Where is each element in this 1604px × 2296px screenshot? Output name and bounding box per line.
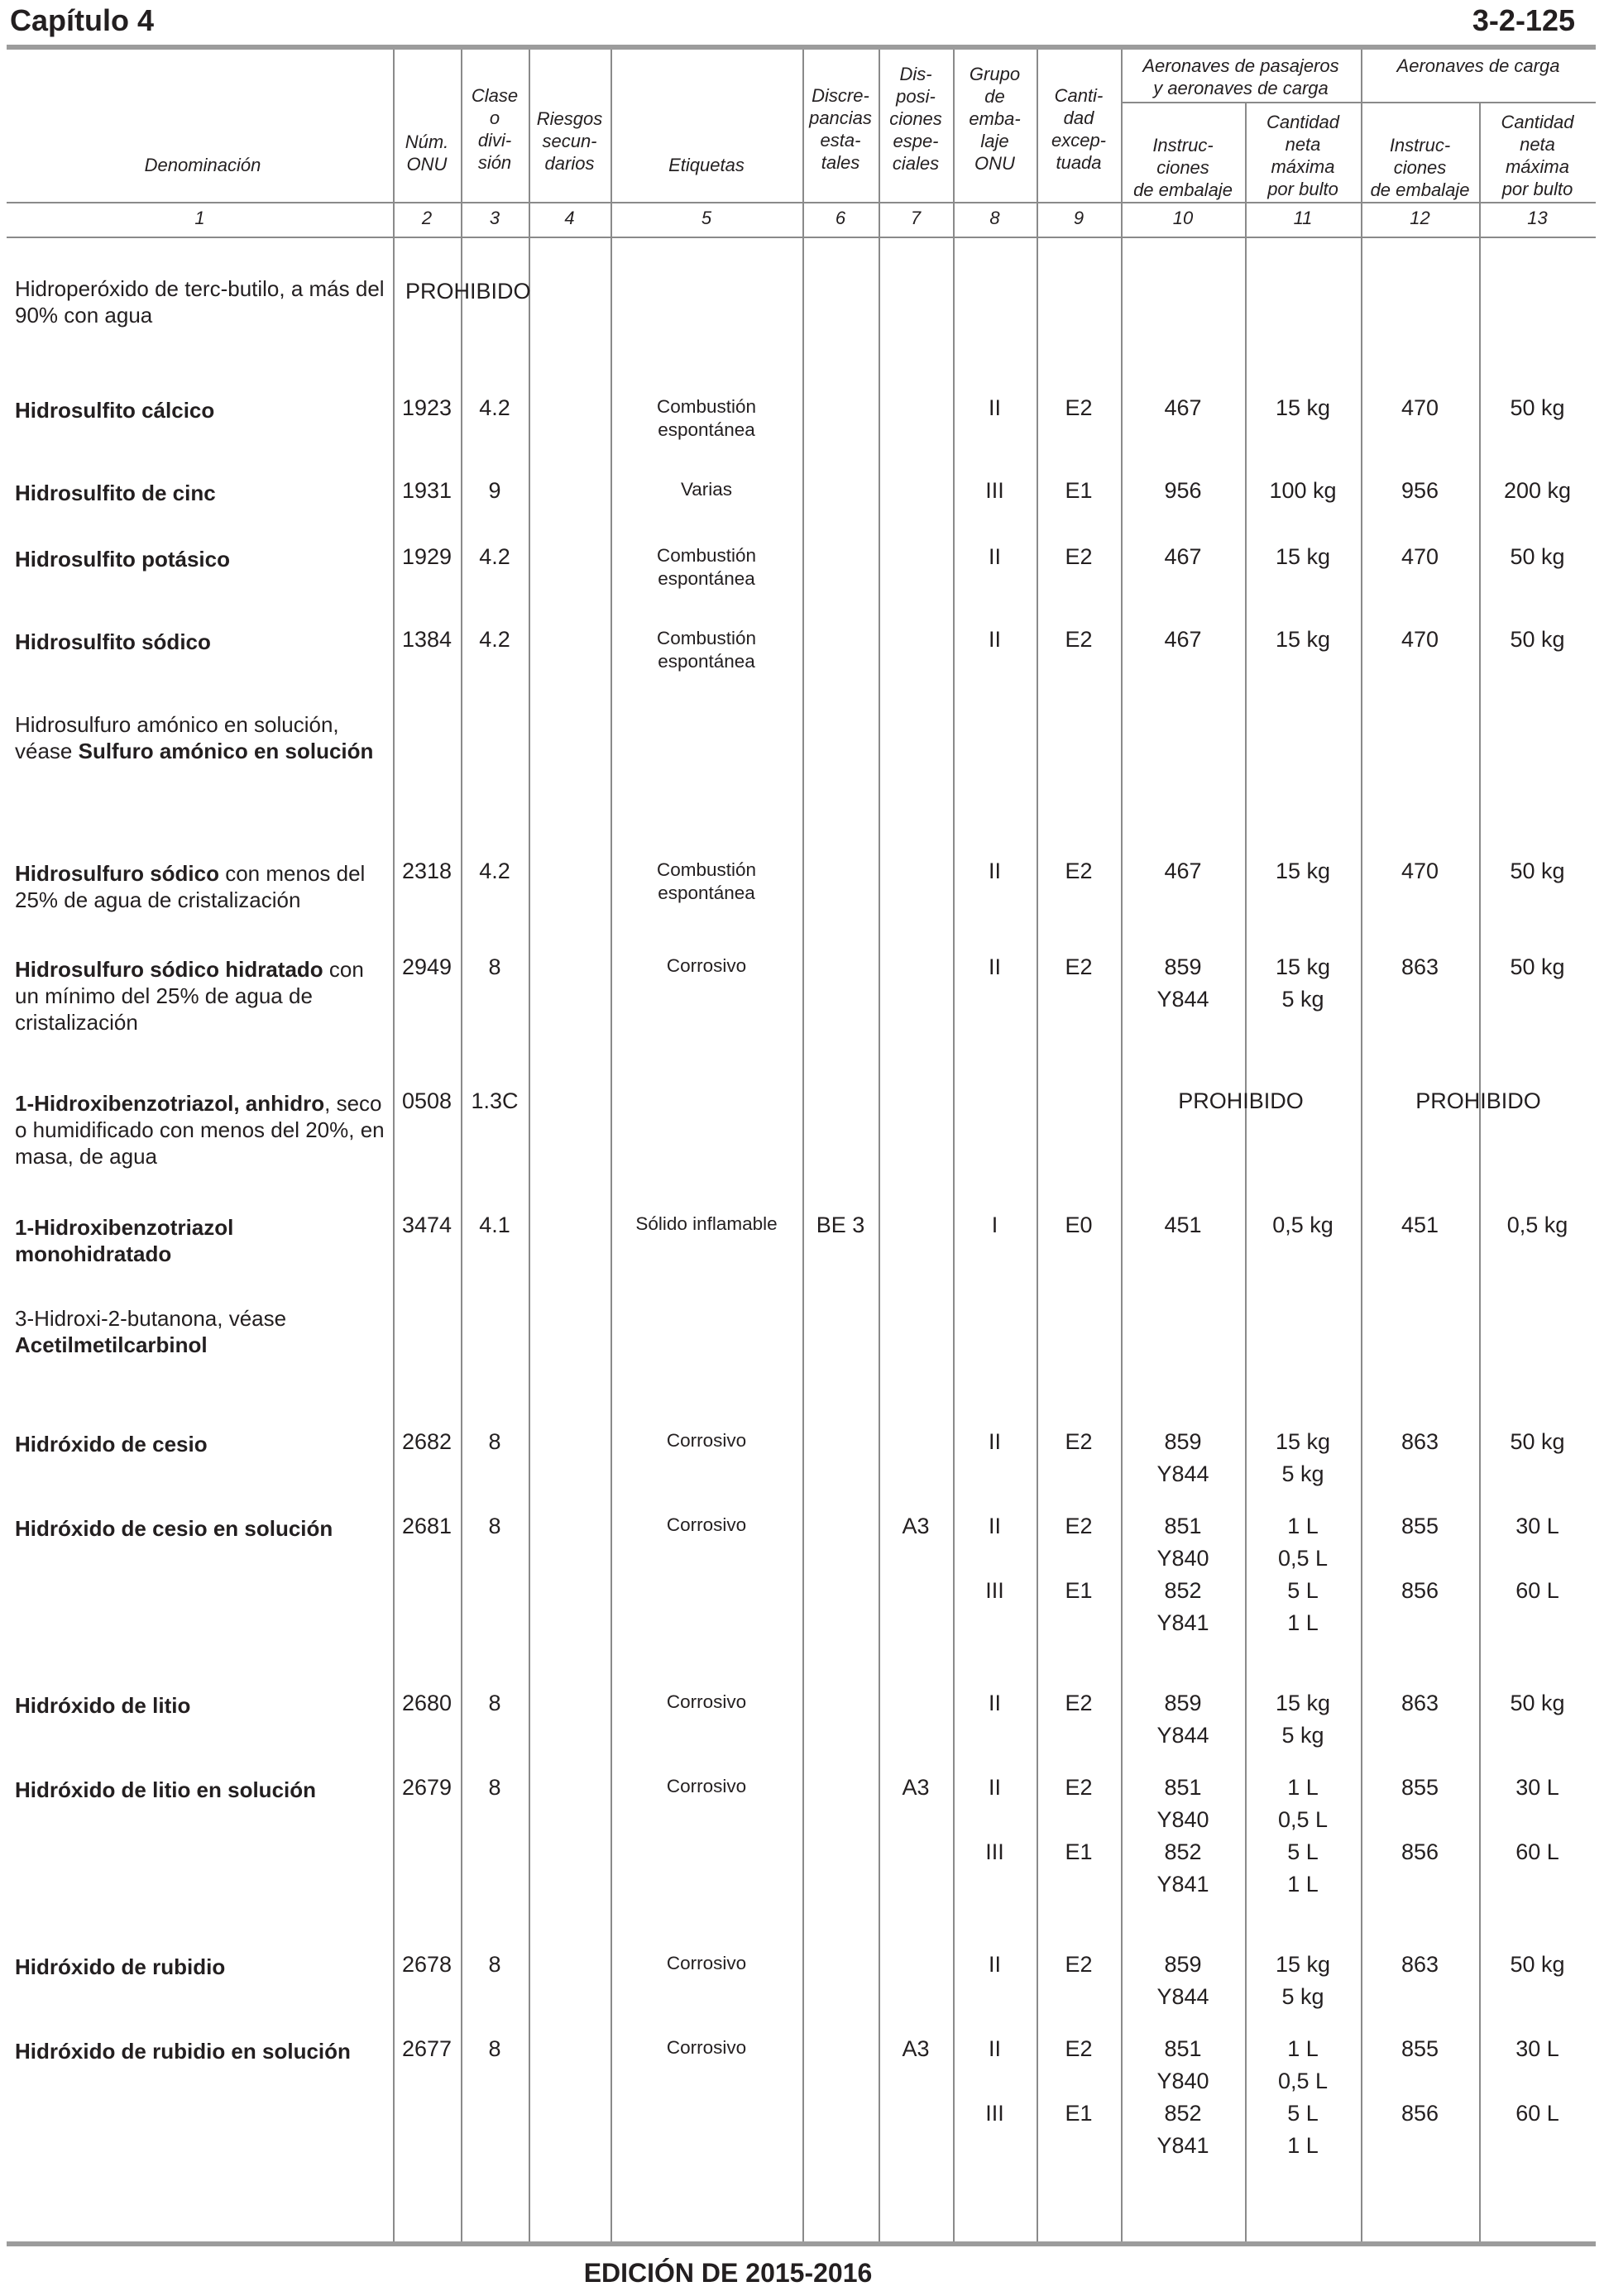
header-etiquetas: Etiquetas	[668, 155, 745, 175]
packing-group: I	[991, 1213, 998, 1237]
page-number: 3-2-125	[1472, 3, 1575, 37]
packing-instruction-passenger: 467	[1164, 544, 1202, 569]
max-net-qty-passenger: 100 kg	[1269, 478, 1337, 503]
label-text: Corrosivo	[666, 955, 747, 976]
packing-instruction-cargo: 855 856	[1401, 2036, 1439, 2126]
column-divider	[1037, 50, 1038, 2241]
un-number: 0508	[401, 1088, 452, 1113]
label-text: Corrosivo	[666, 2037, 747, 2058]
label-text: Combustión espontánea	[656, 628, 757, 672]
entry-name: Hidróxido de litio	[15, 1693, 191, 1718]
max-net-qty-passenger: 15 kg 5 kg	[1275, 954, 1331, 1012]
header-group-divider	[1121, 102, 1596, 103]
entry-name: Hidrosulfito potásico	[15, 547, 230, 572]
header-cantidad-neta-pasajeros: Cantidad neta máxima por bulto	[1266, 112, 1340, 199]
packing-group: II	[988, 395, 1001, 420]
bottom-rule	[7, 2241, 1596, 2246]
header-denominacion: Denominación	[144, 155, 261, 175]
column-number: 2	[421, 208, 433, 228]
un-number: 1929	[401, 544, 452, 569]
column-number: 3	[489, 208, 500, 228]
excepted-quantity: E2	[1065, 627, 1093, 652]
packing-instruction-cargo: 470	[1401, 544, 1439, 569]
entry-name: Hidróxido de rubidio en solución	[15, 2039, 351, 2064]
packing-instruction-cargo: 863	[1401, 1429, 1439, 1454]
header-discrepancias: Discre- pancias esta- tales	[809, 85, 872, 173]
un-number: 2679	[401, 1775, 452, 1800]
packing-group: II	[988, 954, 1001, 979]
packing-instruction-passenger: 859 Y844	[1156, 1429, 1209, 1486]
column-number: 11	[1293, 208, 1313, 228]
column-number: 13	[1527, 208, 1548, 228]
excepted-quantity: E2	[1065, 954, 1093, 979]
packing-group: II	[988, 627, 1001, 652]
packing-instruction-passenger: 467	[1164, 859, 1202, 883]
packing-instruction-cargo: 863	[1401, 1691, 1439, 1715]
excepted-quantity: E2 E1	[1065, 2036, 1093, 2126]
max-net-qty-passenger: 1 L 0,5 L 5 L 1 L	[1277, 1775, 1329, 1897]
un-number: 1923	[401, 395, 452, 420]
class-division: 8	[488, 1775, 501, 1800]
label-text: Corrosivo	[666, 1691, 747, 1712]
special-provision: A3	[902, 1514, 930, 1538]
max-net-qty-cargo: 50 kg	[1510, 1429, 1565, 1454]
entry-name: Hidróxido de cesio	[15, 1432, 208, 1457]
column-number: 12	[1410, 208, 1430, 228]
class-division: 8	[488, 1429, 501, 1454]
entry-name: Hidróxido de rubidio	[15, 1954, 226, 1979]
max-net-qty-passenger: 15 kg	[1275, 859, 1331, 883]
max-net-qty-cargo: 50 kg	[1510, 859, 1565, 883]
excepted-quantity: E1	[1065, 478, 1093, 503]
packing-group: II III	[985, 2036, 1004, 2126]
packing-group: II	[988, 1691, 1001, 1715]
un-number: 2677	[401, 2036, 452, 2061]
max-net-qty-passenger: 1 L 0,5 L 5 L 1 L	[1277, 2036, 1329, 2158]
max-net-qty-cargo: 50 kg	[1510, 1691, 1565, 1715]
un-number: 2678	[401, 1952, 452, 1977]
packing-instruction-cargo: 470	[1401, 859, 1439, 883]
entry-name: Hidrosulfito cálcico	[15, 398, 215, 423]
excepted-quantity: E2	[1065, 544, 1093, 569]
packing-instruction-passenger: 851 Y840 852 Y841	[1156, 2036, 1209, 2158]
chapter-title: Capítulo 4	[10, 3, 155, 37]
packing-instruction-cargo: 863	[1401, 954, 1439, 979]
top-rule	[7, 45, 1596, 50]
column-divider	[953, 50, 955, 2241]
header-disposiciones: Dis- posi- ciones espe- ciales	[889, 64, 942, 174]
entry-name: 1-Hidroxibenzotriazol, anhidro, seco o humidificado con menos del 20%, en masa, de agua	[15, 1091, 385, 1169]
max-net-qty-cargo: 50 kg	[1510, 627, 1565, 652]
packing-instruction-passenger: 451	[1164, 1213, 1202, 1237]
label-text: Combustión espontánea	[656, 545, 757, 589]
packing-group: II	[988, 859, 1001, 883]
excepted-quantity: E2 E1	[1065, 1775, 1093, 1864]
packing-group: II	[988, 1952, 1001, 1977]
column-number: 7	[910, 208, 922, 228]
state-discrepancy: BE 3	[816, 1213, 865, 1237]
column-number: 6	[835, 208, 846, 228]
header-num-onu: Núm. ONU	[405, 132, 449, 175]
header-clase: Clase o divi- sión	[471, 85, 519, 173]
packing-instruction-cargo: 863	[1401, 1952, 1439, 1977]
packing-instruction-passenger: 859 Y844	[1156, 1691, 1209, 1748]
prohibited-passenger: PROHIBIDO	[1178, 1088, 1304, 1113]
header-instrucciones-pasajeros: Instruc- ciones de embalaje	[1133, 135, 1233, 200]
max-net-qty-passenger: 15 kg 5 kg	[1275, 1429, 1331, 1486]
entry-name: Hidrosulfuro sódico con menos del 25% de agua de cristalización	[15, 861, 366, 912]
packing-instruction-cargo: 855 856	[1401, 1775, 1439, 1864]
excepted-quantity: E0	[1065, 1213, 1093, 1237]
entry-name: Hidrosulfito de cinc	[15, 481, 216, 505]
class-division: 4.2	[479, 544, 510, 569]
packing-instruction-passenger: 859 Y844	[1156, 1952, 1209, 2009]
un-number: 3474	[401, 1213, 452, 1237]
column-divider	[461, 50, 462, 2241]
packing-group: II	[988, 544, 1001, 569]
packing-instruction-passenger: 851 Y840 852 Y841	[1156, 1775, 1209, 1897]
max-net-qty-cargo: 50 kg	[1510, 1952, 1565, 1977]
class-division: 8	[488, 954, 501, 979]
label-text: Corrosivo	[666, 1776, 747, 1796]
class-division: 4.2	[479, 627, 510, 652]
max-net-qty-passenger: 15 kg	[1275, 627, 1331, 652]
un-number: 2681	[401, 1514, 452, 1538]
entry-name: Hidróxido de litio en solución	[15, 1777, 317, 1802]
excepted-quantity: E2 E1	[1065, 1514, 1093, 1603]
max-net-qty-cargo: 50 kg	[1510, 395, 1565, 420]
class-division: 4.1	[479, 1213, 510, 1237]
label-text: Sólido inflamable	[635, 1213, 778, 1234]
label-text: Corrosivo	[666, 1514, 747, 1535]
header-cantidad: Canti- dad excep- tuada	[1051, 85, 1107, 173]
packing-instruction-passenger: 859 Y844	[1156, 954, 1209, 1012]
packing-instruction-cargo: 451	[1401, 1213, 1439, 1237]
un-number: 1931	[401, 478, 452, 503]
packing-group: II III	[985, 1514, 1004, 1603]
un-number: 2949	[401, 954, 452, 979]
column-number: 5	[701, 208, 712, 228]
header-divider	[7, 202, 1596, 203]
max-net-qty-passenger: 15 kg 5 kg	[1275, 1691, 1331, 1748]
packing-instruction-cargo: 956	[1401, 478, 1439, 503]
un-number: 2318	[401, 859, 452, 883]
excepted-quantity: E2	[1065, 1429, 1093, 1454]
label-text: Combustión espontánea	[656, 859, 757, 903]
footer-edition: EDICIÓN DE 2015-2016	[583, 2258, 873, 2288]
excepted-quantity: E2	[1065, 1952, 1093, 1977]
packing-instruction-passenger: 851 Y840 852 Y841	[1156, 1514, 1209, 1635]
max-net-qty-cargo: 30 L 60 L	[1515, 1775, 1559, 1864]
class-division: 4.2	[479, 395, 510, 420]
column-divider	[1121, 50, 1123, 2241]
max-net-qty-passenger: 1 L 0,5 L 5 L 1 L	[1277, 1514, 1329, 1635]
max-net-qty-cargo: 50 kg	[1510, 954, 1565, 979]
column-divider	[1361, 50, 1362, 2241]
header-cantidad-neta-carga: Cantidad neta máxima por bulto	[1501, 112, 1574, 199]
entry-name: Hidróxido de cesio en solución	[15, 1516, 333, 1541]
class-division: 1.3C	[471, 1088, 519, 1113]
excepted-quantity: E2	[1065, 395, 1093, 420]
label-text: Corrosivo	[666, 1953, 747, 1973]
entry-name: Hidrosulfito sódico	[15, 629, 211, 654]
column-divider	[529, 50, 530, 2241]
header-carga-group: Aeronaves de carga	[1396, 55, 1560, 76]
prohibited-text: PROHIBIDO	[405, 279, 531, 304]
column-number: 10	[1172, 208, 1194, 228]
column-number: 1	[194, 208, 205, 228]
prohibited-cargo: PROHIBIDO	[1415, 1088, 1541, 1113]
max-net-qty-passenger: 15 kg	[1275, 544, 1331, 569]
column-number: 4	[564, 208, 575, 228]
excepted-quantity: E2	[1065, 1691, 1093, 1715]
excepted-quantity: E2	[1065, 859, 1093, 883]
packing-instruction-passenger: 467	[1164, 627, 1202, 652]
entry-name: Hidroperóxido de terc-butilo, a más del 90% con agua	[15, 276, 385, 328]
header-pasajeros-group: Aeronaves de pasajeros y aeronaves de carga	[1142, 55, 1339, 98]
max-net-qty-cargo: 200 kg	[1503, 478, 1572, 503]
packing-instruction-cargo: 470	[1401, 627, 1439, 652]
class-division: 8	[488, 1691, 501, 1715]
entry-name: Hidrosulfuro sódico hidratado con un mínimo del 25% de agua de cristalización	[15, 957, 364, 1035]
packing-instruction-cargo: 470	[1401, 395, 1439, 420]
label-text: Corrosivo	[666, 1430, 747, 1451]
packing-instruction-cargo: 855 856	[1401, 1514, 1439, 1603]
max-net-qty-passenger: 0,5 kg	[1272, 1213, 1333, 1237]
column-number: 8	[989, 208, 1000, 228]
header-instrucciones-carga: Instruc- ciones de embalaje	[1370, 135, 1470, 200]
un-number: 2682	[401, 1429, 452, 1454]
un-number: 1384	[401, 627, 452, 652]
packing-instruction-passenger: 467	[1164, 395, 1202, 420]
class-division: 8	[488, 1514, 501, 1538]
header-riesgos: Riesgos secun- darios	[536, 108, 603, 174]
column-divider	[879, 50, 880, 2241]
colnum-divider	[7, 237, 1596, 238]
un-number: 2680	[401, 1691, 452, 1715]
packing-instruction-passenger: 956	[1164, 478, 1202, 503]
label-text: Varias	[680, 479, 733, 500]
max-net-qty-cargo: 50 kg	[1510, 544, 1565, 569]
max-net-qty-cargo: 30 L 60 L	[1515, 2036, 1559, 2126]
column-divider	[610, 50, 612, 2241]
entry-name: Hidrosulfuro amónico en solución, véase Sulfuro amónico en solución	[15, 712, 374, 763]
packing-group: II III	[985, 1775, 1004, 1864]
class-division: 8	[488, 2036, 501, 2061]
class-division: 8	[488, 1952, 501, 1977]
header-grupo: Grupo de emba- laje ONU	[969, 64, 1021, 174]
special-provision: A3	[902, 1775, 930, 1800]
column-number: 9	[1073, 208, 1084, 228]
max-net-qty-passenger: 15 kg	[1275, 395, 1331, 420]
class-division: 9	[488, 478, 501, 503]
column-divider	[393, 50, 395, 2241]
max-net-qty-cargo: 0,5 kg	[1506, 1213, 1568, 1237]
entry-name: 3-Hidroxi-2-butanona, véase Acetilmetilcarbinol	[15, 1306, 287, 1357]
packing-group: III	[985, 478, 1004, 503]
entry-name: 1-Hidroxibenzotriazol monohidratado	[15, 1215, 234, 1266]
max-net-qty-cargo: 30 L 60 L	[1515, 1514, 1559, 1603]
column-divider	[802, 50, 804, 2241]
class-division: 4.2	[479, 859, 510, 883]
special-provision: A3	[902, 2036, 930, 2061]
label-text: Combustión espontánea	[656, 396, 757, 440]
max-net-qty-passenger: 15 kg 5 kg	[1275, 1952, 1331, 2009]
packing-group: II	[988, 1429, 1001, 1454]
